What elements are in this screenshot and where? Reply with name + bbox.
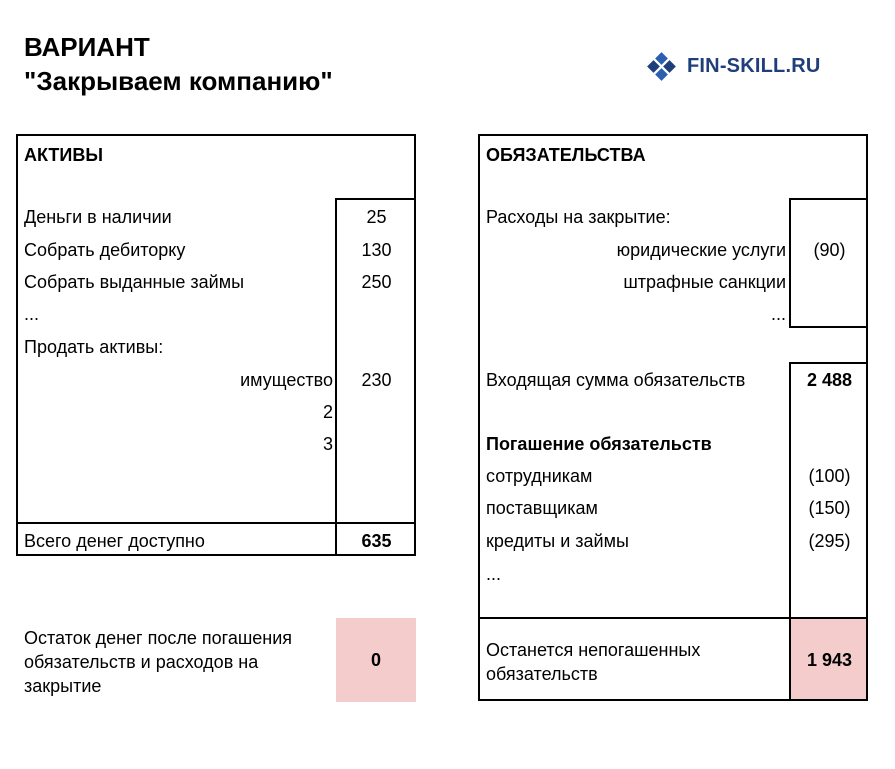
assets-total-divider (16, 522, 416, 524)
repay-item-value: (150) (808, 498, 851, 518)
closing-item-label: штрафные санкции (623, 272, 786, 292)
closing-expenses-value-box (789, 198, 868, 328)
unpaid-label-line-1: Останется непогашенных (486, 640, 701, 660)
repay-item-label: ... (486, 564, 502, 584)
remainder-label-line-3: закрытие (24, 676, 102, 696)
page-title (24, 30, 333, 98)
unpaid-label (486, 638, 700, 686)
logo-text: FIN-SKILL.RU (687, 54, 821, 77)
closing-item-label: юридические услуги (616, 240, 786, 260)
unpaid-value: 1 943 (806, 650, 853, 670)
closing-item-value: (90) (813, 240, 846, 260)
title-line-1: ВАРИАНТ (24, 32, 150, 62)
title-line-2: "Закрываем компанию" (24, 66, 333, 96)
assets-row-value: 250 (361, 272, 392, 292)
closing-expenses-label: Расходы на закрытие: (486, 207, 671, 227)
incoming-label: Входящая сумма обязательств (486, 370, 746, 390)
repayment-heading: Погашение обязательств (486, 434, 712, 454)
assets-total-value: 635 (361, 531, 392, 551)
assets-row-value: 130 (361, 240, 392, 260)
repay-item-value: (100) (808, 466, 851, 486)
assets-row-label: Продать активы: (24, 337, 164, 357)
assets-row-label: Собрать выданные займы (24, 272, 245, 292)
brand-logo (645, 46, 821, 86)
repay-item-label: сотрудникам (486, 466, 593, 486)
closing-item-label: ... (770, 304, 786, 324)
remainder-label-line-1: Остаток денег после погашения (24, 628, 293, 648)
assets-sub-row-value: 230 (361, 370, 392, 390)
assets-sub-row-label: имущество (240, 370, 333, 390)
remainder-value: 0 (370, 650, 381, 670)
unpaid-label-line-2: обязательств (486, 664, 598, 684)
assets-total-label: Всего денег доступно (24, 531, 205, 551)
diamond-grid-icon (645, 49, 679, 83)
assets-sub-row-label: 2 (322, 402, 333, 422)
liabilities-value-column-divider (789, 362, 791, 619)
liabilities-value-column-top (789, 362, 868, 364)
remainder-label-line-2: обязательств и расходов на (24, 652, 259, 672)
assets-row-label: ... (24, 304, 40, 324)
assets-row-value: 25 (366, 207, 387, 227)
assets-value-column-top (335, 198, 416, 200)
assets-row-label: Деньги в наличии (24, 207, 172, 227)
repay-item-label: поставщикам (486, 498, 598, 518)
assets-sub-row-label: 3 (322, 434, 333, 454)
repay-item-value: (295) (808, 531, 851, 551)
repay-item-label: кредиты и займы (486, 531, 629, 551)
incoming-value: 2 488 (806, 370, 853, 390)
liabilities-heading: ОБЯЗАТЕЛЬСТВА (486, 145, 646, 165)
assets-row-label: Собрать дебиторку (24, 240, 186, 260)
assets-heading: АКТИВЫ (24, 145, 103, 165)
remainder-label (24, 626, 292, 698)
